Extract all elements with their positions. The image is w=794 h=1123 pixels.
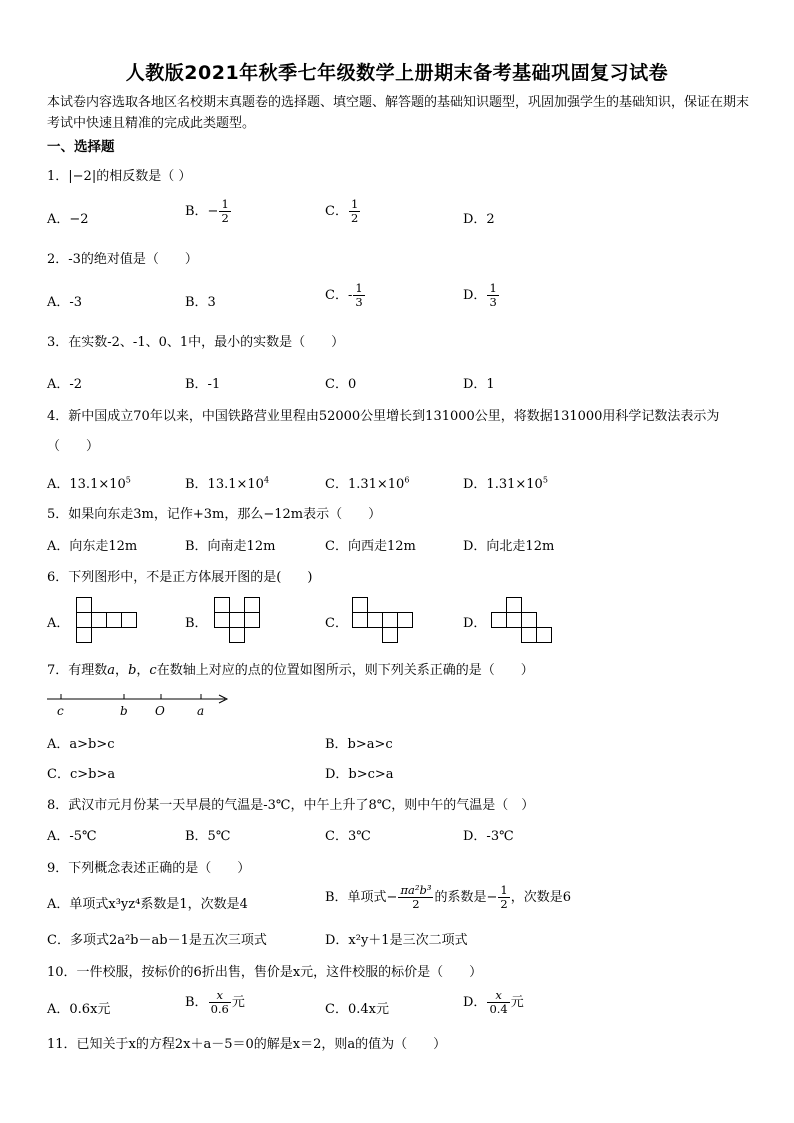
question-2-stem: 2．-3的绝对值是（ ） xyxy=(47,252,198,267)
number-line-label-b: b xyxy=(120,704,128,718)
q5-option-a: A．向东走12m xyxy=(47,539,138,554)
question-7-stem: 7．有理数a，b，c在数轴上对应的点的位置如图所示，则下列关系正确的是（ ） xyxy=(47,663,534,678)
cube-net-c xyxy=(352,597,414,645)
q4-option-d: D．$1.31\times 10^5$ xyxy=(463,475,548,492)
number-line-label-a: a xyxy=(197,704,205,718)
q6-option-b: B． xyxy=(185,616,208,631)
q2-option-c: C．- $\frac{1}{3}$ xyxy=(325,281,363,309)
page-title: 人教版2021年秋季七年级数学上册期末备考基础巩固复习试卷 xyxy=(125,62,669,84)
question-4-stem: 4．新中国成立70年以来，中国铁路营业里程由52000公里增长到131000公里，将数据131000用科学记数法表示为（ ） xyxy=(47,409,720,454)
q6-option-d: D． xyxy=(463,616,487,631)
question-9-stem: 9．下列概念表述正确的是（ ） xyxy=(47,861,251,876)
q10-option-c: C．0.4x元 xyxy=(325,1002,389,1017)
q6-option-c: C． xyxy=(325,616,348,631)
cube-net-d xyxy=(491,597,553,645)
q1-option-d: D．2 xyxy=(463,212,495,227)
q5-option-b: B．向南走12m xyxy=(185,539,276,554)
number-line-label-o: O xyxy=(155,704,165,718)
q2-option-d: D． $\frac{1}{3}$ xyxy=(463,281,497,309)
q2-option-b: B．3 xyxy=(185,295,216,310)
q1-option-c: C． $\frac{1}{2}$ xyxy=(325,197,359,225)
q9-option-b: B．单项式− $\frac{\text{πa²b³}}{2}$ 的系数是− $\frac{1}{2}$ ，次数是6 xyxy=(325,883,571,911)
q7-option-a: A．a>b>c xyxy=(47,737,115,752)
q9-option-d: D．x²y＋1是三次二项式 xyxy=(325,933,468,948)
question-6-stem: 6．下列图形中，不是正方体展开图的是( ) xyxy=(47,570,313,585)
q7-option-d: D．b>c>a xyxy=(325,767,394,782)
q8-option-a: A．-5℃ xyxy=(47,829,97,844)
q1-option-b: B．− $\frac{1}{2}$ xyxy=(185,197,229,225)
q5-option-d: D．向北走12m xyxy=(463,539,555,554)
number-line-label-c: c xyxy=(57,704,64,718)
q3-option-b: B．-1 xyxy=(185,377,221,392)
q6-option-a: A． xyxy=(47,616,70,631)
number-line xyxy=(47,690,237,720)
q9-option-c: C．多项式2a²b－ab－1是五次三项式 xyxy=(47,933,267,948)
q10-option-d: D． $\frac{x}{0.4}$ 元 xyxy=(463,988,524,1016)
q10-option-a: A．0.6x元 xyxy=(47,1002,111,1017)
question-10-stem: 10．一件校服，按标价的6折出售，售价是x元，这件校服的标价是（ ） xyxy=(47,965,483,980)
intro-text: 本试卷内容选取各地区名校期末真题卷的选择题、填空题、解答题的基础知识题型，巩固加强学生的基础知识，保证在期末考试中快速且精准的完成此类题型。 xyxy=(47,95,750,131)
q8-option-b: B．5℃ xyxy=(185,829,231,844)
question-5-stem: 5．如果向东走3m，记作+3m，那么−12m表示（ ） xyxy=(47,507,382,522)
q3-option-a: A．-2 xyxy=(47,377,83,392)
q4-option-a: A．$13.1\times 10^5$ xyxy=(47,475,131,492)
q8-option-d: D．-3℃ xyxy=(463,829,514,844)
q3-option-c: C．0 xyxy=(325,377,357,392)
q4-option-b: B．$13.1\times 10^4$ xyxy=(185,475,270,492)
cube-net-b xyxy=(214,597,262,645)
q9-option-a: A．单项式x³yz⁴系数是1，次数是4 xyxy=(47,897,248,912)
q2-option-a: A．-3 xyxy=(47,295,83,310)
q8-option-c: C．3℃ xyxy=(325,829,371,844)
question-3-stem: 3．在实数-2、-1、0、1中，最小的实数是（ ） xyxy=(47,335,345,350)
q7-option-c: C．c>b>a xyxy=(47,767,116,782)
question-1-stem: 1．|−2|的相反数是（ ） xyxy=(47,169,192,184)
cube-net-a xyxy=(76,597,138,645)
question-8-stem: 8．武汉市元月份某一天早晨的气温是-3℃，中午上升了8℃，则中午的气温是（ ） xyxy=(47,798,535,813)
q10-option-b: B． $\frac{x}{0.6}$ 元 xyxy=(185,988,245,1016)
section-heading: 一、选择题 xyxy=(47,139,115,155)
q7-option-b: B．b>a>c xyxy=(325,737,393,752)
q4-option-c: C．$1.31\times 10^6$ xyxy=(325,475,410,492)
q1-option-a: A．−2 xyxy=(47,212,89,227)
q5-option-c: C．向西走12m xyxy=(325,539,416,554)
q3-option-d: D．1 xyxy=(463,377,495,392)
question-11-stem: 11．已知关于x的方程2x＋a－5＝0的解是x＝2，则a的值为（ ） xyxy=(47,1037,447,1052)
